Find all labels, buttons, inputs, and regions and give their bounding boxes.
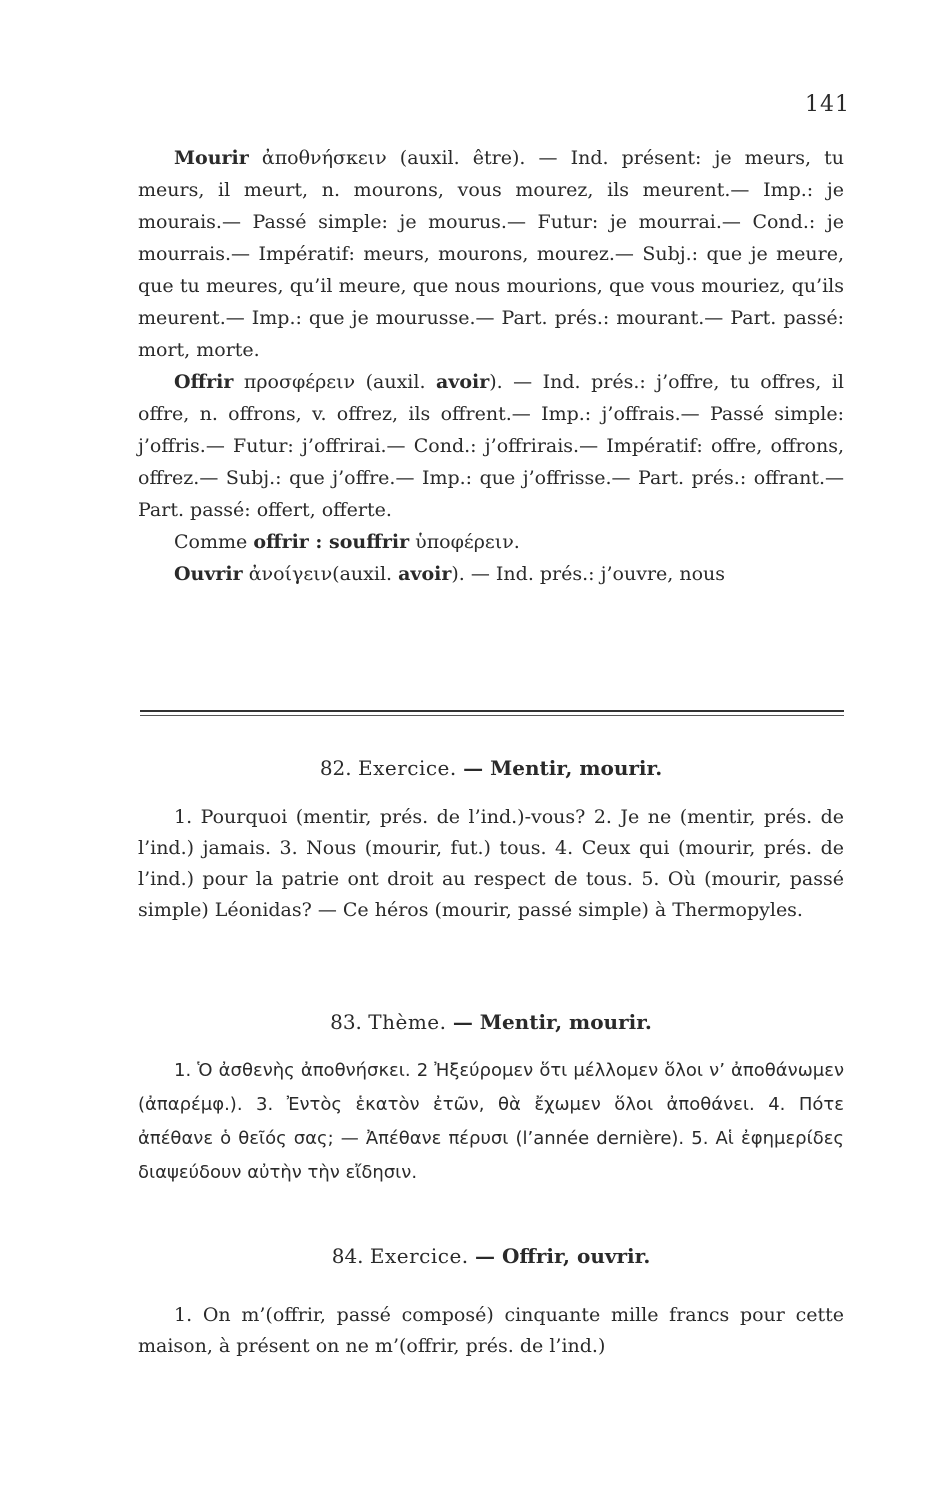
verb-mourir: Mourir — [174, 147, 249, 169]
section-title: — Offrir, ouvrir. — [475, 1244, 651, 1268]
section-heading-83 — [138, 1010, 844, 1034]
greek-ouvrir: ἀνοίγειν — [248, 563, 333, 585]
greek-mourir: ἀποθνήσκειν — [261, 147, 387, 169]
section-title: — Mentir, mourir. — [452, 1010, 652, 1034]
section-kind: Exercice. — [357, 756, 457, 780]
aux-mourir: (auxil. être). — [399, 147, 526, 169]
mourir-conjugation: — Ind. présent: je meurs, tu meurs, il meurt, n. mourons, vous mourez, ils meurent.— Imp.: je mourais.— Passé simple: je mourus.— Futur: je mourrai.— Cond.: je mourrais.— Impératif: meurs, mourons, mourez.— Subj.: que je meure, que tu meures, qu’il meure, que nous mourions, que vous mouriez, qu’ils meurent.— Imp.: que je mourusse.— Part. prés.: mourant.— Part. passé: mort, morte. — [138, 147, 845, 361]
conjugation-block — [138, 142, 844, 590]
ouvrir-conjugation: — Ind. prés.: j’ouvre, nous — [470, 563, 726, 585]
greek-offrir: προσφέρειν — [243, 371, 356, 393]
verb-offrir: Offrir — [174, 371, 234, 393]
aux-offrir-bold: avoir — [435, 371, 490, 393]
section-heading-84 — [138, 1244, 844, 1268]
section-kind: Thème. — [368, 1010, 447, 1034]
section-divider — [140, 710, 844, 716]
section-body-83 — [138, 1054, 844, 1190]
offrir-conjugation: — Ind. prés.: j’offre, tu offres, il offre, n. offrons, v. offrez, ils offrent.— Imp.: j’offrais.— Passé simple: j’offris.— Futur: j’offrirai.— Cond.: j’offrirais.— Impératif: offre, offrons, offrez.— Subj.: que j’offre.— Imp.: que j’offrisse.— Part. prés.: offrant.— Part. passé: offert, offerte. — [138, 371, 844, 521]
theme-text: 1. Ὁ ἀσθενὴς ἀποθνήσκει. 2 Ἠξεύρομεν ὅτι μέλλομεν ὅλοι ν’ ἀποθάνωμεν (ἀπαρέμφ.). 3. Ἐντὸς ἑκατὸν ἐτῶν, θὰ ἔχωμεν ὅλοι ἀποθάνει. 4. Πότε ἀπέθανε ὁ θεῖός σας; — Ἀπέθανε πέρυσι (l’année dernière). 5. Αἱ ἐφημερίδες διαψεύδουν αὐτὴν τὴν εἴδησιν. — [138, 1060, 844, 1183]
comme-bold: offrir : souffrir — [253, 531, 410, 553]
aux-offrir-open: (auxil. — [365, 371, 426, 393]
ouvrir-paragraph — [138, 558, 844, 590]
section-number: 82. — [319, 756, 352, 780]
section-heading-82 — [138, 756, 844, 780]
section-body-82 — [138, 802, 844, 926]
exercise-text: 1. On m’(offrir, passé composé) cinquante mille francs pour cette maison, à présent on ne m’(offrir, prés. de l’ind.) — [138, 1304, 844, 1357]
mourir-paragraph — [138, 142, 844, 366]
section-body-84 — [138, 1300, 844, 1362]
offrir-paragraph — [138, 366, 844, 526]
comme-paragraph — [138, 526, 844, 558]
comme-greek: ὑποφέρειν. — [415, 531, 520, 553]
page-number: 141 — [805, 92, 850, 117]
section-number: 84. — [331, 1244, 364, 1268]
section-title: — Mentir, mourir. — [463, 756, 663, 780]
section-kind: Exercice. — [369, 1244, 469, 1268]
comme-lead: Comme — [174, 531, 248, 553]
exercise-text: 1. Pourquoi (mentir, prés. de l’ind.)-vous? 2. Je ne (mentir, prés. de l’ind.) jamais. 3. Nous (mourir, fut.) tous. 4. Ceux qui (mourir, prés. de l’ind.) pour la patrie ont droit au respect de tous. 5. Où (mourir, passé simple) Léonidas? — Ce héros (mourir, passé simple) à Thermopyles. — [138, 806, 844, 921]
section-number: 83. — [330, 1010, 362, 1034]
verb-ouvrir: Ouvrir — [174, 563, 243, 585]
aux-ouvrir-close: ). — [451, 563, 465, 585]
aux-ouvrir-open: (auxil. — [332, 563, 393, 585]
aux-offrir-close: ). — [489, 371, 503, 393]
aux-ouvrir-bold: avoir — [398, 563, 452, 585]
